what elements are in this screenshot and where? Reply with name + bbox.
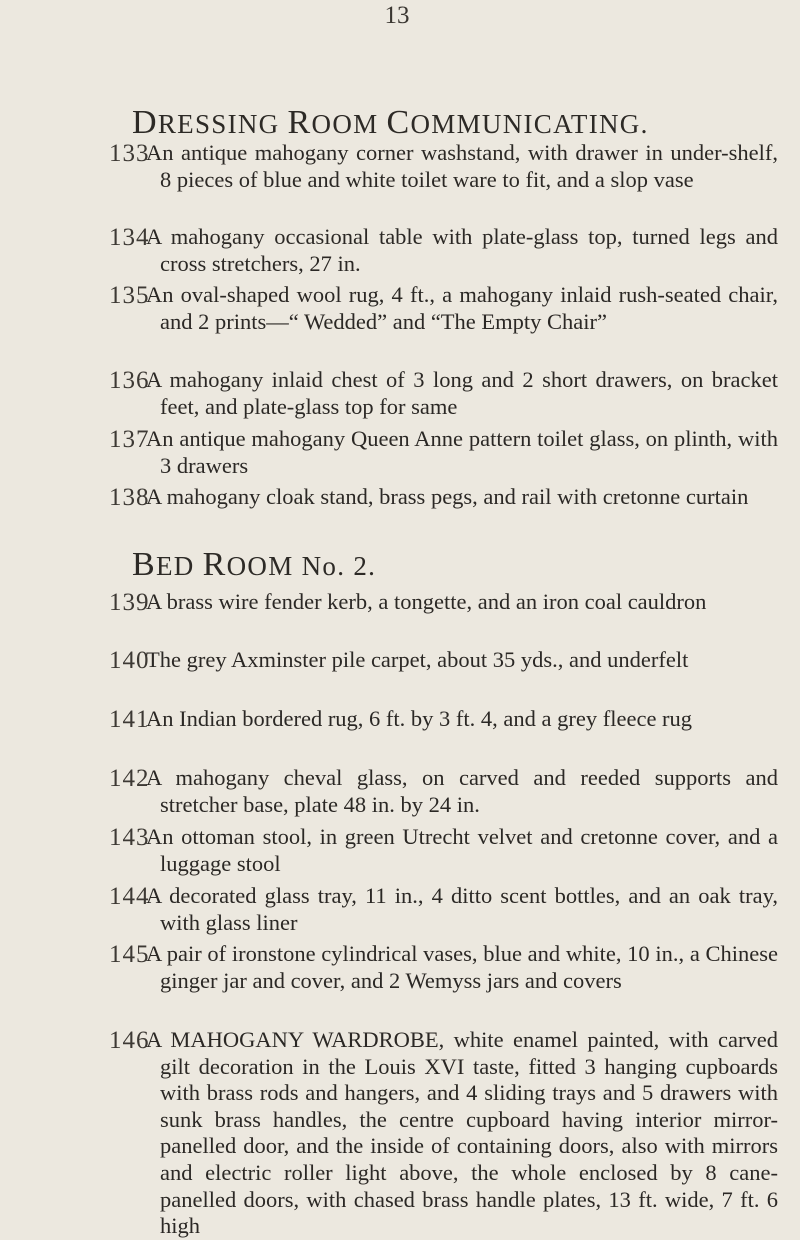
lot-description: A mahogany cheval glass, on carved and reeded supports and stretcher base, plate 48 in. by 24 in. xyxy=(146,765,778,817)
lot-description: A pair of ironstone cylindrical vases, blue and white, 10 in., a Chinese ginger jar and cover, and 2 Wemyss jars and covers xyxy=(146,941,778,993)
lot-number: 145 xyxy=(109,941,150,968)
lot-description: A mahogany occasional table with plate-glass top, turned legs and cross stretchers, 27 in. xyxy=(146,224,778,276)
lot-number: 144 xyxy=(109,883,150,910)
lot-number: 141 xyxy=(109,706,150,733)
lot-number: 138 xyxy=(109,484,150,511)
lot-description: A MAHOGANY WARDROBE, white enamel painted, with carved gilt decoration in the Louis XVI taste, fitted 3 hanging cupboards with brass rods and hangers, and 4 sliding trays and 5 drawers with sunk brass handles, the centre cupboard having interior mirror-panelled door, and the inside of containing doors, also with mirrors and electric roller light above, the whole enclosed by 8 cane-panelled doors, with chased brass handle plates, 13 ft. wide, 7 ft. 6 high xyxy=(146,1027,778,1239)
lot-description: A decorated glass tray, 11 in., 4 ditto scent bottles, and an oak tray, with glass liner xyxy=(146,883,778,935)
lot-number: 142 xyxy=(109,765,150,792)
section-heading-bed-room: BED ROOM No. 2. xyxy=(132,546,377,583)
lot-description: A mahogany inlaid chest of 3 long and 2 short drawers, on bracket feet, and plate-glass top for same xyxy=(146,367,778,419)
lot-number: 135 xyxy=(109,282,150,309)
lot-number: 140 xyxy=(109,647,150,674)
lot-number: 139 xyxy=(109,589,150,616)
lot-description: An Indian bordered rug, 6 ft. by 3 ft. 4, and a grey fleece rug xyxy=(146,706,693,731)
lot-description: An oval-shaped wool rug, 4 ft., a mahogany inlaid rush-seated chair, and 2 prints—“ Wedded” and “The Empty Chair” xyxy=(146,282,778,334)
lot-number: 146 xyxy=(109,1027,150,1054)
lot-number: 136 xyxy=(109,367,150,394)
lot-number: 137 xyxy=(109,426,150,453)
lot-number: 133 xyxy=(109,140,150,167)
lot-description: A mahogany cloak stand, brass pegs, and rail with cretonne curtain xyxy=(146,484,749,509)
lot-description: An antique mahogany Queen Anne pattern toilet glass, on plinth, with 3 drawers xyxy=(146,426,778,478)
lot-number: 134 xyxy=(109,224,150,251)
lot-number: 143 xyxy=(109,824,150,851)
section-heading-dressing-room: DRESSING ROOM COMMUNICATING. xyxy=(132,104,649,141)
lot-description: An antique mahogany corner washstand, with drawer in under-shelf, 8 pieces of blue and white toilet ware to fit, and a slop vase xyxy=(146,140,778,192)
lot-description: An ottoman stool, in green Utrecht velvet and cretonne cover, and a luggage stool xyxy=(146,824,778,876)
lot-description: A brass wire fender kerb, a tongette, and an iron coal cauldron xyxy=(146,589,707,614)
lot-description: The grey Axminster pile carpet, about 35 yds., and underfelt xyxy=(146,647,689,672)
page-number: 13 xyxy=(384,2,410,29)
